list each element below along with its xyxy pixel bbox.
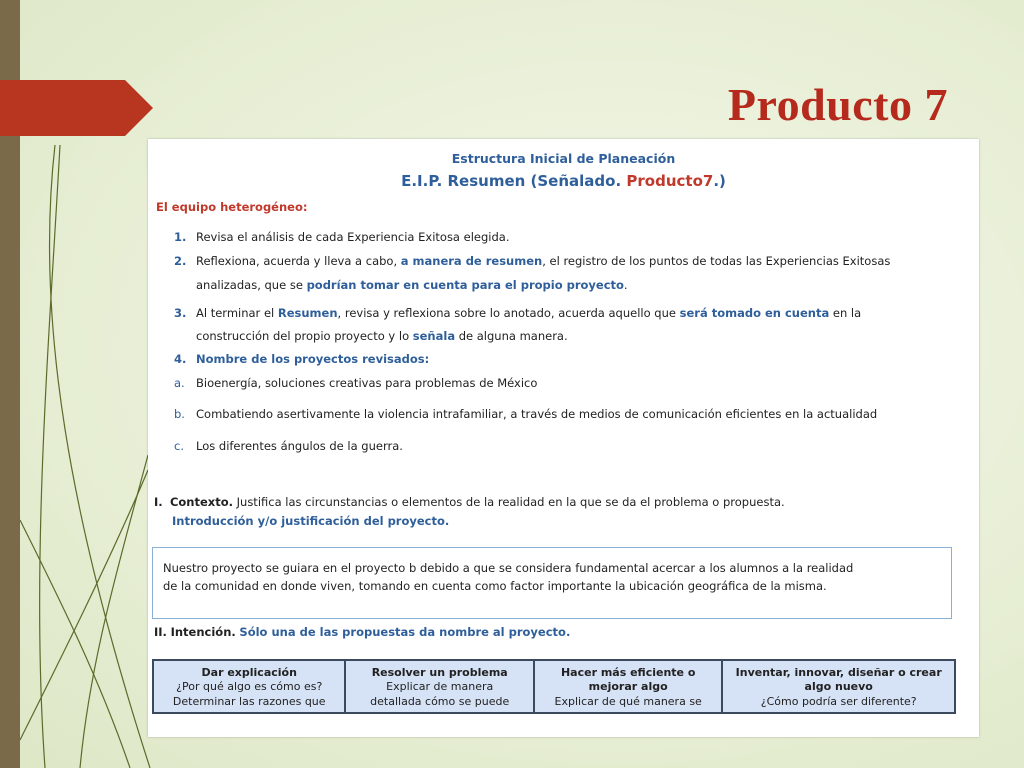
document-heading: Estructura Inicial de Planeación <box>451 151 676 166</box>
intent-line: II. Intención. Sólo una de las propuestas da nombre al proyecto. <box>154 625 571 639</box>
answer-line-1: Nuestro proyecto se guiara en el proyecto b debido a que se considera fundamental acercar a los alumnos a la realidad <box>163 561 854 575</box>
step-3-cont: construcción del propio proyecto y lo señala de alguna manera. <box>196 329 568 343</box>
answer-line-2: de la comunidad en donde viven, tomando en cuenta como factor importante la ubicación geográfica de la misma. <box>163 578 827 593</box>
step-2-cont: analizadas, que se podrían tomar en cuenta para el propio proyecto. <box>196 278 628 292</box>
slide-title: Producto 7 <box>727 79 948 130</box>
option-cell: Inventar, innovar, diseñar o crear algo nuevo ¿Cómo podría ser diferente? <box>722 660 955 713</box>
project-b: b. Combatiendo asertivamente la violencia intrafamiliar, a través de medios de comunicación eficientes en la actualidad <box>174 407 878 421</box>
step-3: 3. Al terminar el Resumen, revisa y reflexiona sobre lo anotado, acuerda aquello que será tomado en cuenta en la <box>174 306 862 320</box>
context-line: I. Contexto. Justifica las circunstancias o elementos de la realidad en la que se da el problema o propuesta. <box>154 495 785 509</box>
option-cell: Hacer más eficiente o mejorar algo Explicar de qué manera se <box>534 660 722 713</box>
context-answer-box <box>152 547 952 619</box>
document-subheading: E.I.P. Resumen (Señalado. Producto7.) <box>401 172 726 190</box>
project-a: a. Bioenergía, soluciones creativas para problemas de México <box>174 376 538 390</box>
step-1: 1. Revisa el análisis de cada Experiencia Exitosa elegida. <box>174 230 510 244</box>
option-cell: Resolver un problema Explicar de manera detallada cómo se puede <box>345 660 533 713</box>
step-2: 2. Reflexiona, acuerda y lleva a cabo, a manera de resumen, el registro de los puntos de todas las Experiencias Exitosas <box>174 254 891 268</box>
intent-options-table <box>152 659 956 714</box>
option-cell: Dar explicación ¿Por qué algo es cómo es? Determinar las razones que <box>153 660 345 713</box>
step-4: 4. Nombre de los proyectos revisados: <box>174 352 430 366</box>
project-c: c. Los diferentes ángulos de la guerra. <box>174 439 403 453</box>
title-arrow-tag <box>0 80 155 136</box>
context-subtitle: Introducción y/o justificación del proyecto. <box>172 514 450 528</box>
team-label: El equipo heterogéneo: <box>156 200 308 214</box>
document-image <box>148 139 979 737</box>
